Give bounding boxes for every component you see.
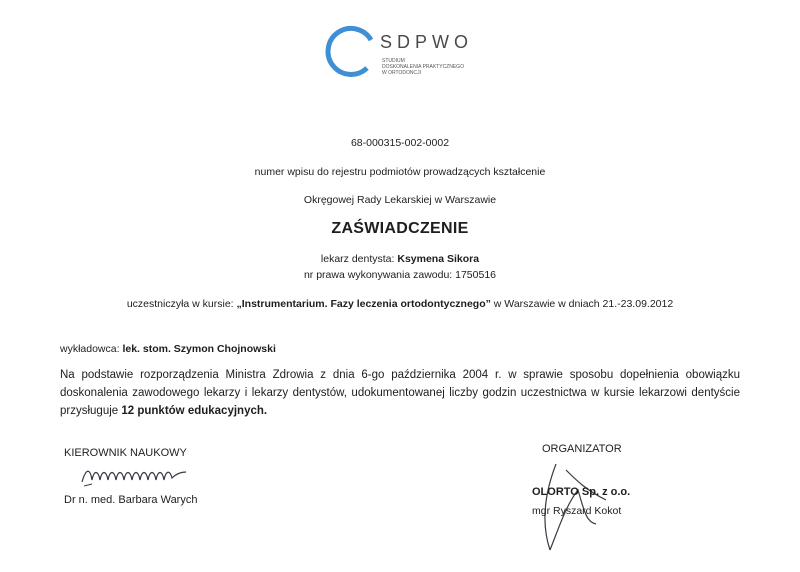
council-line: Okręgowej Rady Lekarskiej w Warszawie: [303, 194, 497, 206]
logo-subtitle-line: W ORTODONCJI: [382, 70, 421, 76]
logo-subtitle: [382, 58, 502, 76]
logo-subtitle-line: DOSKONALENIA PRAKTYCZNEGO: [382, 64, 464, 70]
recipient-line: [0, 253, 800, 265]
right-signature-title: ORGANIZATOR: [542, 443, 622, 455]
document-title: ZAŚWIADCZENIE: [331, 220, 469, 237]
lecturer-label: wykładowca:: [60, 343, 123, 355]
registry-number: 68-000315-002-0002: [350, 137, 450, 149]
course-prefix: uczestniczyła w kursie:: [126, 298, 237, 310]
handwritten-signature-left: [80, 464, 190, 490]
course-suffix: w Warszawie w dniach 21.-23.09.2012: [490, 298, 674, 310]
course-name: „Instrumentarium. Fazy leczenia ortodontycznego”: [236, 298, 491, 310]
points-text: 12 punktów edukacyjnych.: [121, 405, 268, 417]
recipient-label: lekarz dentysta:: [320, 253, 398, 265]
lecturer-line: [60, 340, 276, 358]
legal-text: Na podstawie rozporządzenia Ministra Zdrowia z dnia 6-go października 2004 r. w sprawie sposobu dopełnienia obowiązku doskonalenia zawodowego lekarzy i lekarzy dentystów, udokumentowanej liczby godzin uczestnictwa w kursie lekarzowi dentyście przysługuje: [60, 369, 740, 417]
left-signature-title: KIEROWNIK NAUKOWY: [64, 447, 187, 459]
organizer-name: mgr Ryszard Kokot: [532, 505, 622, 517]
course-line: [0, 298, 800, 310]
logo-subtitle-line: STUDIUM: [382, 58, 405, 64]
license-line: nr prawa wykonywania zawodu: 1750516: [303, 269, 497, 281]
registry-line: numer wpisu do rejestru podmiotów prowadzących kształcenie: [254, 166, 546, 178]
lecturer-name: lek. stom. Szymon Chojnowski: [122, 343, 276, 355]
legal-paragraph: [60, 366, 740, 420]
organizer-company: OLORTO Sp. z o.o.: [532, 486, 631, 498]
recipient-name: Ksymena Sikora: [397, 253, 480, 265]
ring-logo-icon: [323, 24, 379, 80]
left-signature-name: Dr n. med. Barbara Warych: [64, 494, 198, 506]
sdpwo-logo: [323, 24, 523, 84]
logo-name: SDPWO: [380, 32, 474, 52]
